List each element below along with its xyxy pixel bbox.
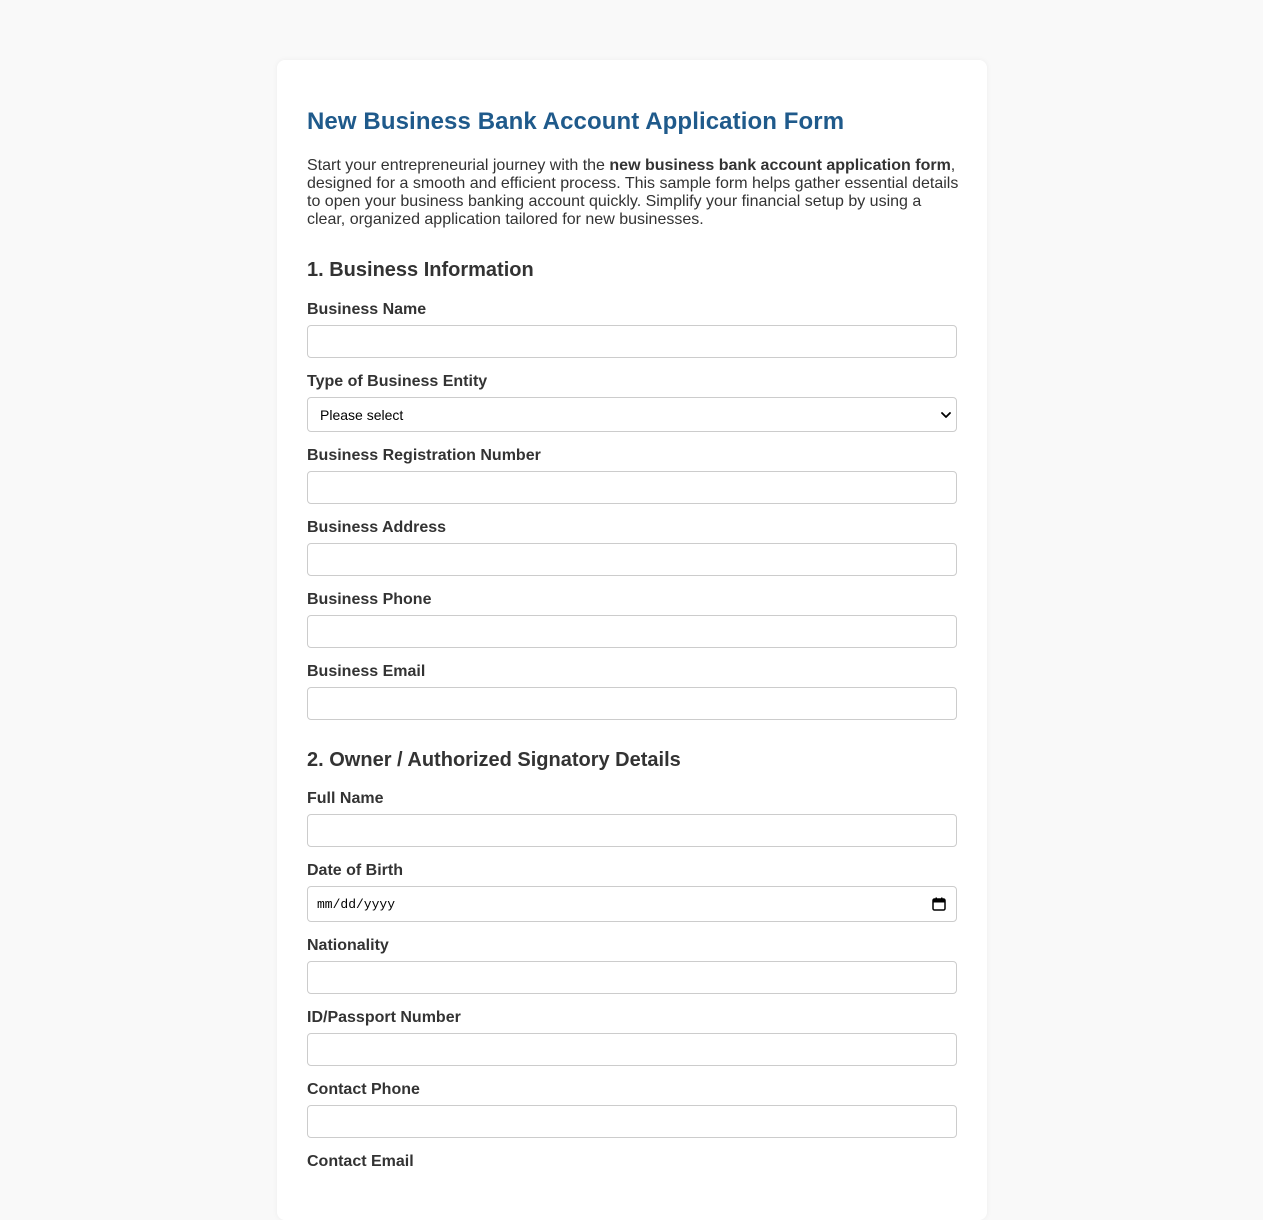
contact-email-label: Contact Email (307, 1153, 414, 1170)
id-passport-label: ID/Passport Number (307, 1009, 461, 1026)
entity-type-selected-value: Please select (320, 407, 404, 423)
full-name-label: Full Name (307, 790, 384, 807)
entity-type-label: Type of Business Entity (307, 373, 488, 390)
section-heading-owner-details: 2. Owner / Authorized Signatory Details (307, 749, 681, 771)
intro-text-end: , designed for a smooth and efficient process. This sample form helps gather essential details to open your business banking account quickly. Simplify your financial setup by using a clear, organized application tailored for new businesses. (307, 157, 959, 228)
calendar-icon[interactable] (932, 897, 946, 911)
full-name-input[interactable] (307, 814, 957, 847)
business-phone-input[interactable] (307, 615, 957, 648)
registration-number-label: Business Registration Number (307, 447, 541, 464)
business-address-input[interactable] (307, 543, 957, 576)
business-name-input[interactable] (307, 325, 957, 358)
business-phone-label: Business Phone (307, 591, 432, 608)
date-of-birth-label: Date of Birth (307, 862, 403, 879)
contact-phone-label: Contact Phone (307, 1081, 420, 1098)
chevron-down-icon (941, 410, 951, 420)
application-form-card (277, 60, 987, 1220)
contact-phone-input[interactable] (307, 1105, 957, 1138)
page-title: New Business Bank Account Application Form (307, 108, 845, 135)
business-email-input[interactable] (307, 687, 957, 720)
business-address-label: Business Address (307, 519, 447, 536)
intro-paragraph (307, 157, 962, 229)
intro-text-start: Start your entrepreneurial journey with the (307, 157, 610, 174)
business-name-label: Business Name (307, 301, 427, 318)
id-passport-input[interactable] (307, 1033, 957, 1066)
nationality-label: Nationality (307, 937, 389, 954)
entity-type-select[interactable] (307, 397, 957, 432)
business-email-label: Business Email (307, 663, 426, 680)
date-of-birth-input[interactable] (307, 886, 957, 922)
section-heading-business-information: 1. Business Information (307, 259, 534, 281)
registration-number-input[interactable] (307, 471, 957, 504)
date-of-birth-placeholder: mm/dd/yyyy (317, 897, 396, 912)
intro-text-bold: new business bank account application form (609, 157, 951, 174)
nationality-input[interactable] (307, 961, 957, 994)
